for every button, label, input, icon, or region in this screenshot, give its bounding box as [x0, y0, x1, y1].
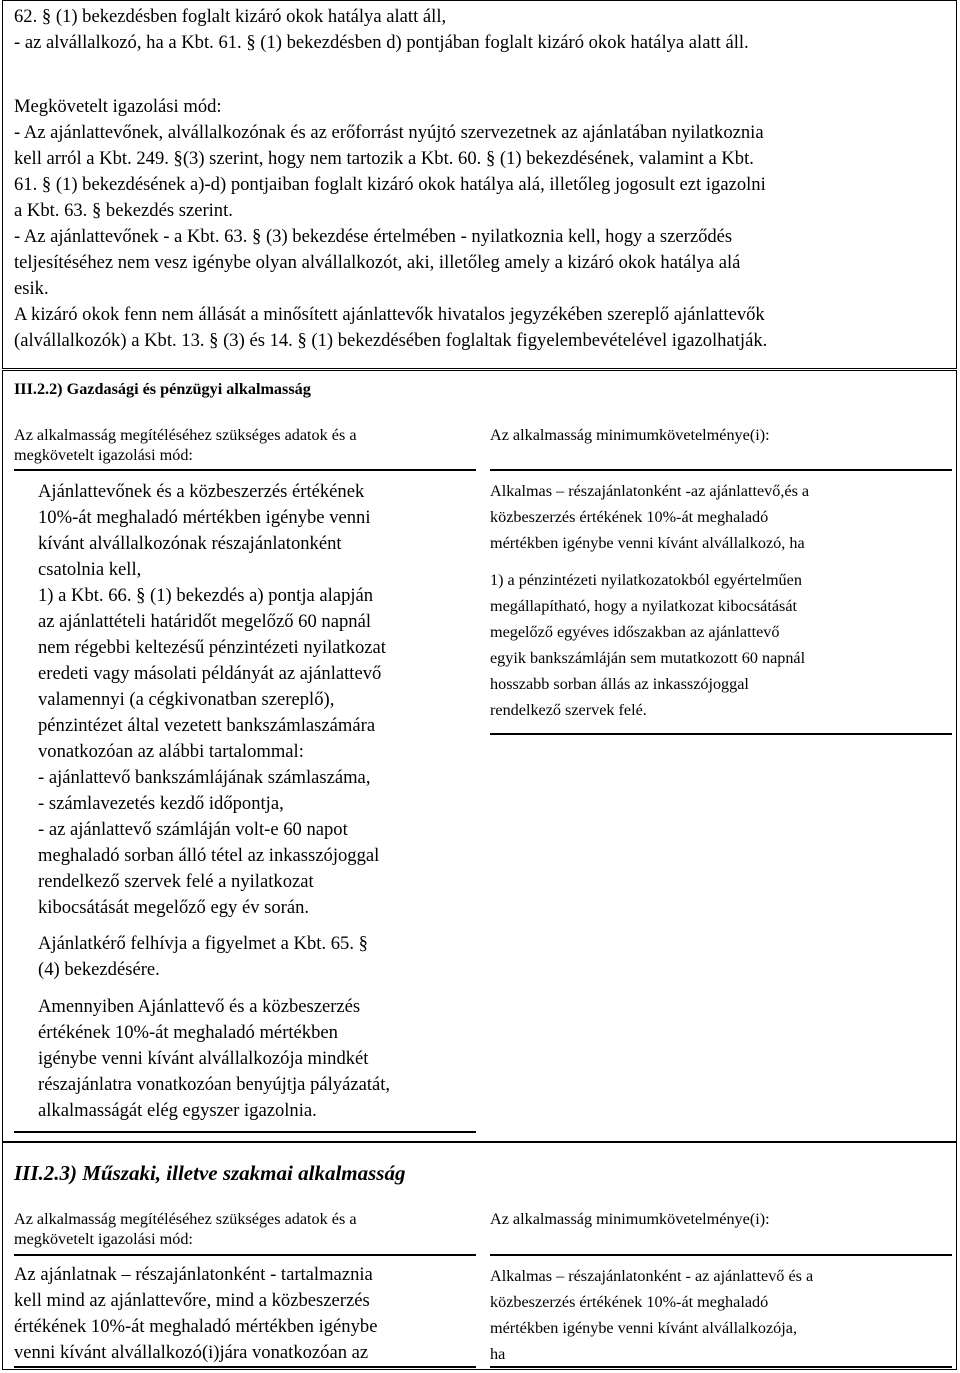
section-heading: III.2.2) Gazdasági és pénzügyi alkalmasság	[14, 380, 311, 398]
column-bottom-line	[14, 1131, 476, 1133]
left-column-header: megkövetelt igazolási mód:	[14, 1230, 193, 1248]
left-body-line: kívánt alvállalkozónak részajánlatonként	[38, 533, 342, 554]
left-body-line: eredeti vagy másolati példányát az ajánlattevő	[38, 663, 382, 684]
right-column-header: Az alkalmasság minimumkövetelménye(i):	[490, 426, 770, 444]
text-line: teljesítéséhez nem vesz igénybe olyan alvállalkozót, aki, illetőleg amely a kizáró okok hatálya alá	[14, 252, 741, 273]
left-column-header: Az alkalmasság megítéléséhez szükséges adatok és a	[14, 1210, 357, 1228]
right-column-header: Az alkalmasság minimumkövetelménye(i):	[490, 1210, 770, 1228]
left-body-line: Ajánlatkérő felhívja a figyelmet a Kbt. 65. §	[38, 933, 368, 954]
column-underline	[14, 469, 476, 471]
column-underline	[14, 1254, 476, 1256]
right-body-line: közbeszerzés értékének 10%-át meghaladó	[490, 1293, 769, 1311]
left-body-line: nem régebbi keltezésű pénzintézeti nyilatkozat	[38, 637, 386, 658]
text-line: 62. § (1) bekezdésben foglalt kizáró okok hatálya alatt áll,	[14, 6, 447, 27]
left-body-line: az ajánlattételi határidőt megelőző 60 napnál	[38, 611, 371, 632]
right-body-line: rendelkező szervek felé.	[490, 701, 647, 719]
right-body-line: hosszabb sorban állás az inkasszójoggal	[490, 675, 749, 693]
text-line: a Kbt. 63. § bekezdés szerint.	[14, 200, 233, 221]
left-body-line: kibocsátását megelőző egy év során.	[38, 897, 310, 918]
left-body-line: kell mind az ajánlattevőre, mind a közbeszerzés	[14, 1290, 370, 1311]
left-body-line: értékének 10%-át meghaladó mértékben	[38, 1022, 338, 1043]
column-underline	[490, 469, 952, 471]
column-bottom-line	[490, 1366, 952, 1368]
right-body-line: egyik bankszámláján sem mutatkozott 60 napnál	[490, 649, 806, 667]
right-body-line: közbeszerzés értékének 10%-át meghaladó	[490, 508, 769, 526]
left-body-line: Az ajánlatnak – részajánlatonként - tartalmaznia	[14, 1264, 373, 1285]
left-column-header: Az alkalmasság megítéléséhez szükséges adatok és a	[14, 426, 357, 444]
left-body-line: venni kívánt alvállalkozó(i)jára vonatkozóan az	[14, 1342, 369, 1363]
right-body-line: megelőző egyéves időszakban az ajánlattevő	[490, 623, 780, 641]
left-body-line: pénzintézet által vezetett bankszámlaszámára	[38, 715, 376, 736]
left-body-line: - az ajánlattevő számláján volt-e 60 napot	[38, 819, 348, 840]
text-line: esik.	[14, 278, 49, 299]
left-body-line: valamennyi (a cégkivonatban szereplő),	[38, 689, 335, 710]
text-line: kell arról a Kbt. 249. §(3) szerint, hogy nem tartozik a Kbt. 60. § (1) bekezdésének, valamint a Kbt.	[14, 148, 754, 169]
column-underline	[490, 1254, 952, 1256]
text-line: 61. § (1) bekezdésének a)-d) pontjaiban foglalt kizáró okok hatálya alá, illetőleg jogosult ezt igazolni	[14, 174, 766, 195]
left-body-line: 1) a Kbt. 66. § (1) bekezdés a) pontja alapján	[38, 585, 374, 606]
right-body-line: megállapítható, hogy a nyilatkozat kibocsátását	[490, 597, 798, 615]
left-body-line: - ajánlattevő bankszámlájának számlaszáma,	[38, 767, 371, 788]
left-body-line: Amennyiben Ajánlattevő és a közbeszerzés	[38, 996, 361, 1017]
text-line: (alvállalkozók) a Kbt. 13. § (3) és 14. § (1) bekezdésében foglaltak figyelembevételével igazolhatják.	[14, 330, 768, 351]
left-body-line: részajánlatra vonatkozóan benyújtja pályázatát,	[38, 1074, 391, 1095]
right-body-line: mértékben igénybe venni kívánt alvállalkozója,	[490, 1319, 798, 1337]
left-body-line: (4) bekezdésére.	[38, 959, 160, 980]
left-body-line: igénybe venni kívánt alvállalkozója mindkét	[38, 1048, 369, 1069]
text-line: - az alvállalkozó, ha a Kbt. 61. § (1) bekezdésben d) pontjában foglalt kizáró okok hatálya alatt áll.	[14, 32, 749, 53]
left-body-line: csatolnia kell,	[38, 559, 142, 580]
section-heading: III.2.3) Műszaki, illetve szakmai alkalmasság	[14, 1161, 406, 1185]
left-body-line: 10%-át meghaladó mértékben igénybe venni	[38, 507, 371, 528]
right-body-line: Alkalmas – részajánlatonként -az ajánlattevő,és a	[490, 482, 810, 500]
right-body-line: 1) a pénzintézeti nyilatkozatokból egyértelműen	[490, 571, 802, 589]
text-line: Megkövetelt igazolási mód:	[14, 96, 222, 117]
left-body-line: meghaladó sorban álló tétel az inkasszójoggal	[38, 845, 380, 866]
left-body-line: - számlavezetés kezdő időpontja,	[38, 793, 284, 814]
text-line: - Az ajánlattevőnek - a Kbt. 63. § (3) bekezdése értelmében - nyilatkoznia kell, hogy a szerződés	[14, 226, 733, 247]
column-bottom-line	[14, 1366, 476, 1368]
right-body-line: ha	[490, 1345, 506, 1363]
left-column-header: megkövetelt igazolási mód:	[14, 446, 193, 464]
right-body-line: Alkalmas – részajánlatonként - az ajánlattevő és a	[490, 1267, 814, 1285]
left-body-line: Ajánlattevőnek és a közbeszerzés értékének	[38, 481, 365, 502]
column-bottom-line	[490, 733, 952, 735]
text-line: - Az ajánlattevőnek, alvállalkozónak és az erőforrást nyújtó szervezetnek az ajánlatában nyilatkoznia	[14, 122, 764, 143]
text-line: A kizáró okok fenn nem állását a minősített ajánlattevők hivatalos jegyzékében szereplő ajánlattevők	[14, 304, 765, 325]
left-body-line: vonatkozóan az alábbi tartalommal:	[38, 741, 304, 762]
left-body-line: alkalmasságát elég egyszer igazolnia.	[38, 1100, 317, 1121]
left-body-line: rendelkező szervek felé a nyilatkozat	[38, 871, 314, 892]
left-body-line: értékének 10%-át meghaladó mértékben igénybe	[14, 1316, 378, 1337]
right-body-line: mértékben igénybe venni kívánt alvállalkozó, ha	[490, 534, 805, 552]
